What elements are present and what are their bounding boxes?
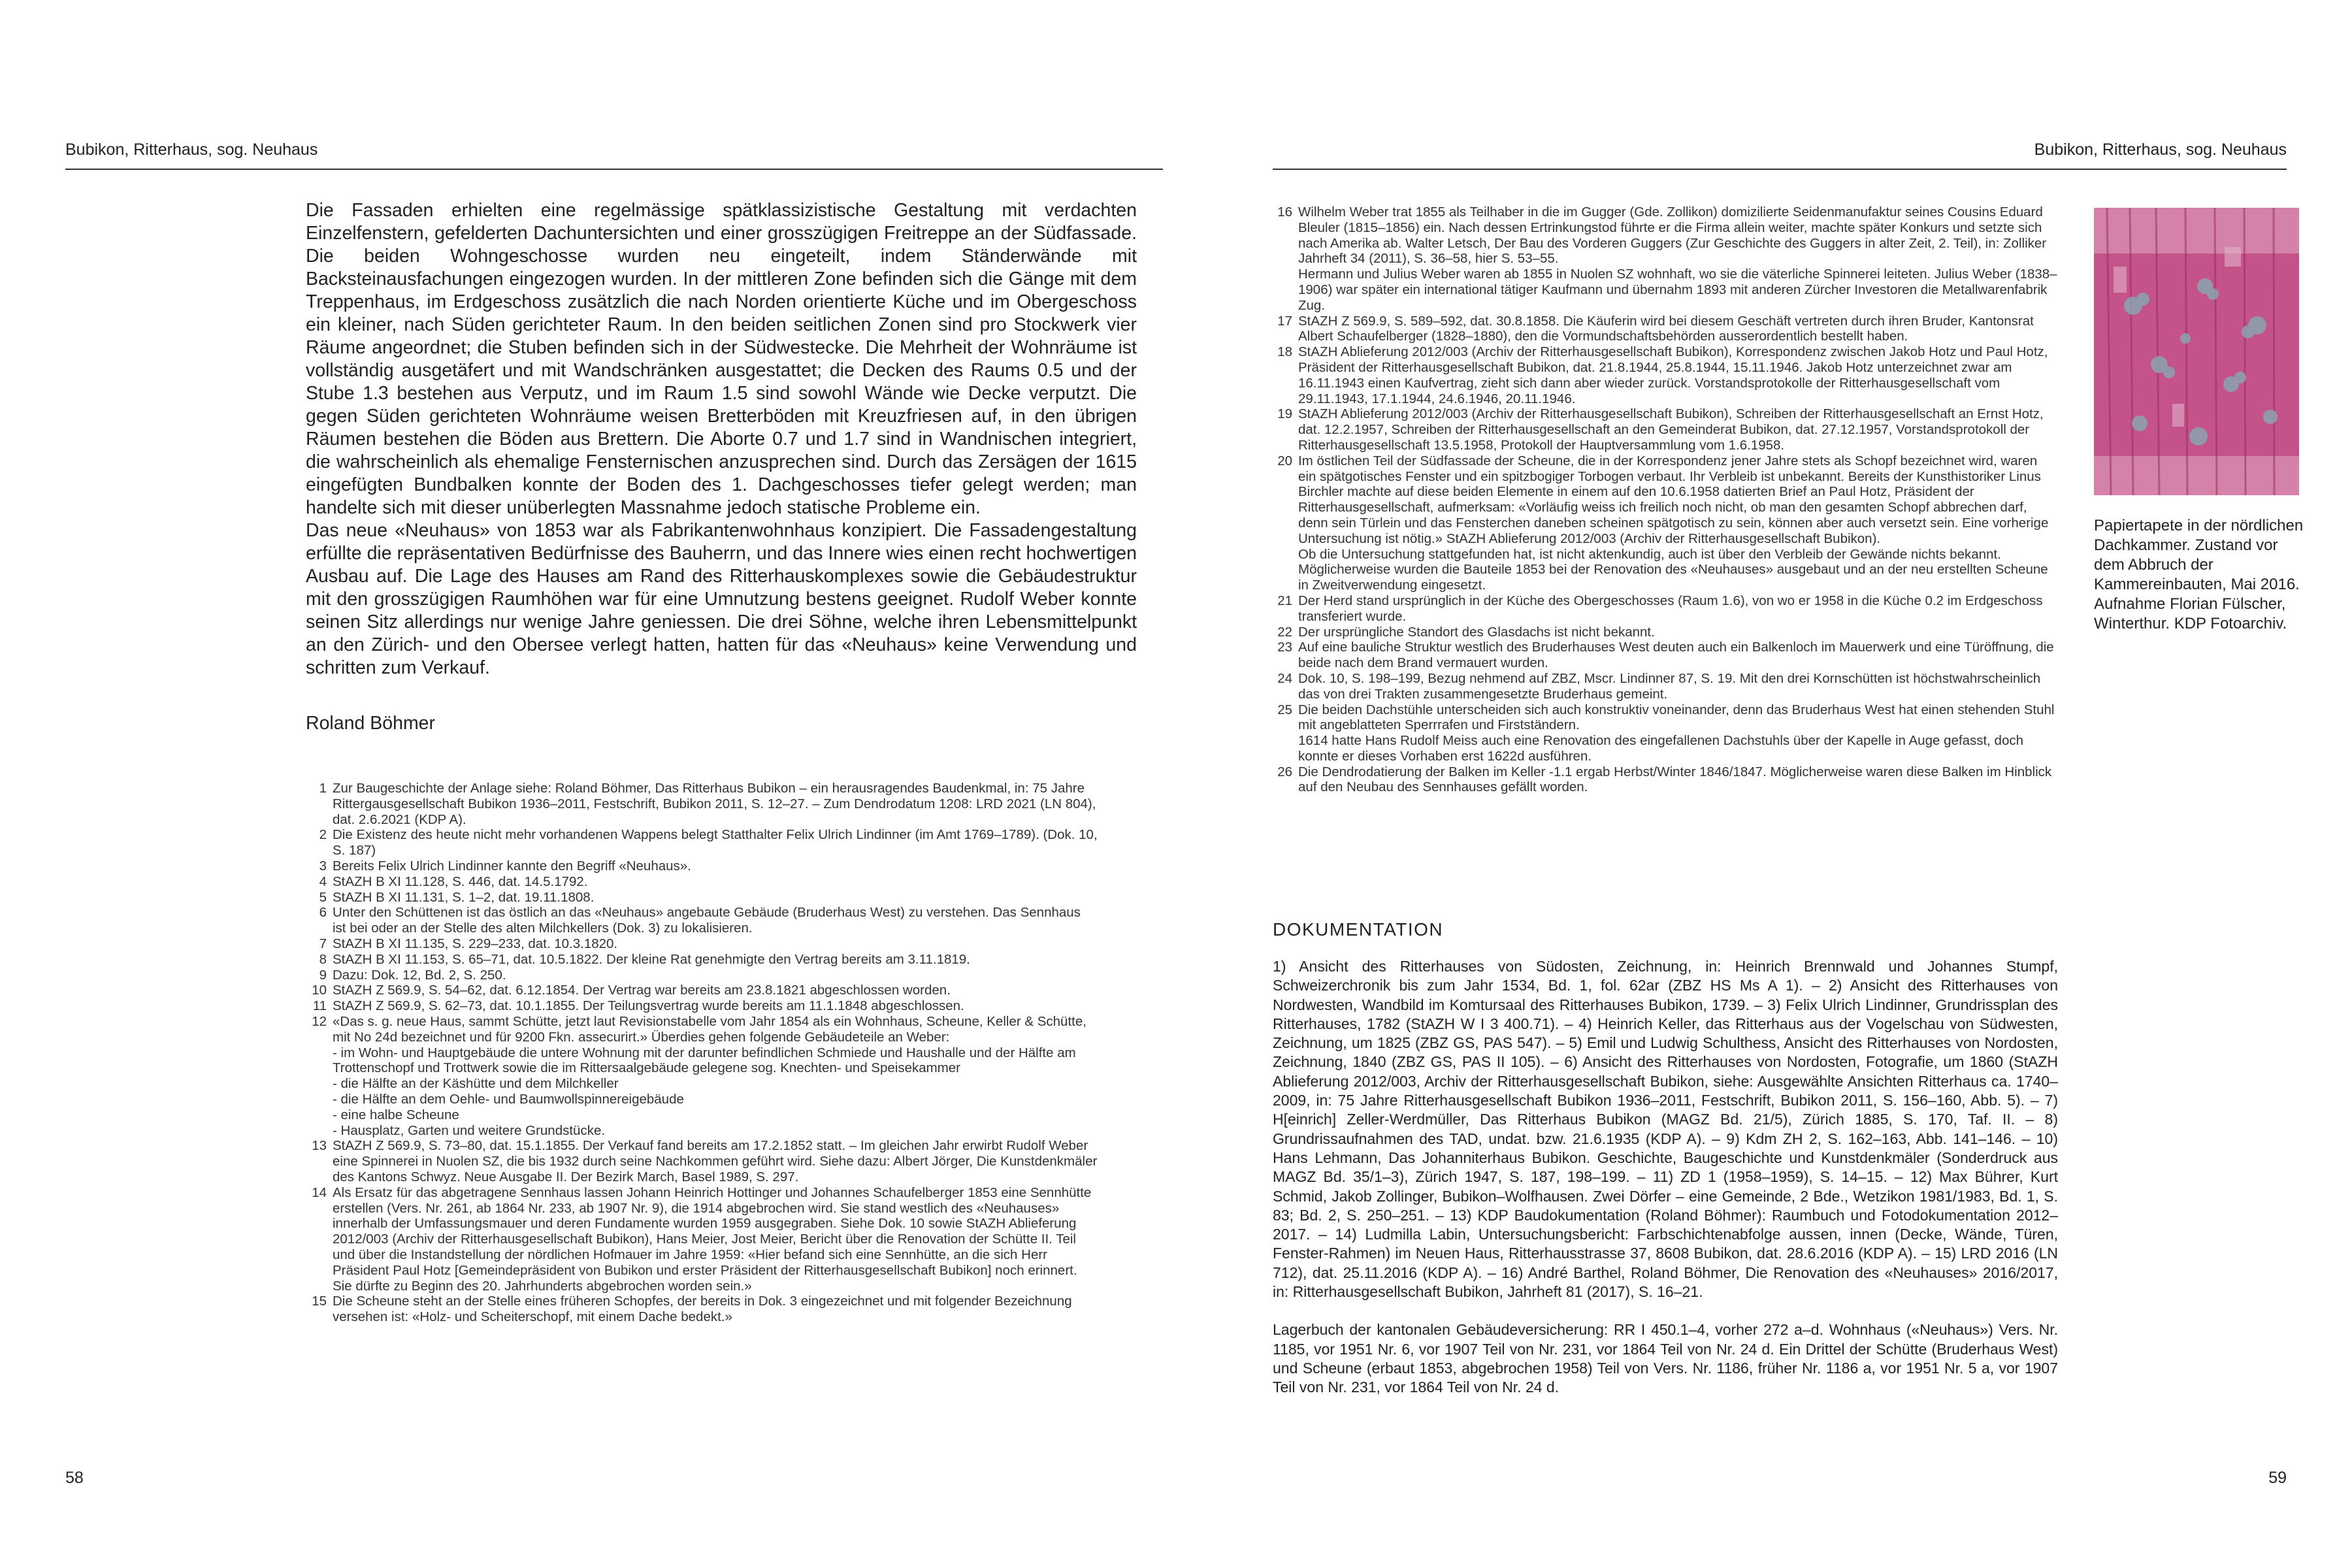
- footnote-number: 12: [312, 1013, 327, 1029]
- footnote-text: Unter den Schüttenen ist das östlich an das «Neuhaus» angebaute Gebäude (Bruderhaus West) zu verstehen. Das Sennhaus ist bei oder an der Stelle des alten Milchkellers (Dok. 3) zu lokalisieren.: [333, 905, 1081, 936]
- footnote-number: 11: [312, 998, 327, 1014]
- footnote: [1273, 640, 2058, 671]
- footnotes-left: [307, 781, 1098, 1325]
- footnote: [307, 827, 1098, 858]
- footnote-number: 17: [1277, 313, 1292, 329]
- footnote: [307, 998, 1098, 1014]
- page-number-left: 58: [65, 1469, 84, 1487]
- running-head-left: Bubikon, Ritterhaus, sog. Neuhaus: [65, 140, 318, 159]
- footnote-text: Wilhelm Weber trat 1855 als Teilhaber in die im Gugger (Gde. Zollikon) domizilierte Seidenmanufaktur seines Cousins Eduard Bleuler (1815–1856) ein. Nach dessen Ertrinkungstod führte er die Firma allein weiter, machte später Konkurs und setzte sich nach Amerika ab. Walter Letsch, Der Bau des Vorderen Guggers (Zur Geschichte des Guggers in alter Zeit, 2. Teil), in: Zolliker Jahrheft 34 (2011), S. 36–58, hier S. 53–55. Hermann und Julius Weber waren ab 1855 in Nuolen SZ wohnhaft, wo sie die väterliche Spinnerei leiteten. Julius Weber (1838–1906) war später ein international tätiger Kaufmann und übernahm 1893 mit anderen Zürcher Investoren die Metallwarenfabrik Zug.: [1298, 204, 2057, 313]
- footnote: [1273, 764, 2058, 796]
- author-signature: Roland Böhmer: [306, 713, 436, 734]
- footnote-text: StAZH Z 569.9, S. 73–80, dat. 15.1.1855. Der Verkauf fand bereits am 17.2.1852 statt. – Im gleichen Jahr erwirbt Rudolf Weber eine Spinnerei in Nuolen SZ, die bis 1932 durch seine Nachkommen geführt wird. Siehe dazu: Albert Jörger, Die Kunstdenkmäler des Kantons Schwyz. Neue Ausgabe II. Der Bezirk March, Basel 1989, S. 297.: [333, 1138, 1098, 1184]
- footnote-text: Zur Baugeschichte der Anlage siehe: Roland Böhmer, Das Ritterhaus Bubikon – ein herausragendes Baudenkmal, in: 75 Jahre Rittergausgesellschaft Bubikon 1936–2011, Festschrift, Bubikon 2011, S. 12–27. – Zum Dendrodatum 1208: LRD 2021 (LN 804), dat. 2.6.2021 (KDP A).: [333, 781, 1096, 827]
- footnote: [1273, 204, 2058, 314]
- footnote-number: 8: [319, 951, 327, 967]
- footnote: [307, 1014, 1098, 1138]
- footnote-text: StAZH Z 569.9, S. 62–73, dat. 10.1.1855. Der Teilungsvertrag wurde bereits am 11.1.1848 abgeschlossen.: [333, 998, 964, 1014]
- section-heading-dokumentation: DOKUMENTATION: [1273, 919, 1444, 939]
- footnote: [1273, 314, 2058, 345]
- footnote: [307, 1138, 1098, 1184]
- footnote: [307, 952, 1098, 968]
- footnote-number: 5: [319, 889, 327, 905]
- footnote-number: 6: [319, 905, 327, 921]
- footnote-text: StAZH Z 569.9, S. 54–62, dat. 6.12.1854. Der Vertrag war bereits am 23.8.1821 abgeschlossen worden.: [333, 983, 951, 998]
- wallpaper-photo: [2094, 208, 2299, 495]
- footnote: [1273, 625, 2058, 640]
- footnote-number: 15: [312, 1294, 327, 1309]
- footnote-text: Dazu: Dok. 12, Bd. 2, S. 250.: [333, 967, 506, 983]
- footnote: [307, 1294, 1098, 1325]
- footnote-number: 25: [1277, 702, 1292, 717]
- footnote-number: 2: [319, 827, 327, 843]
- footnote-text: Dok. 10, S. 198–199, Bezug nehmend auf ZBZ, Mscr. Lindinner 87, S. 19. Mit den drei Kornschütten ist höchstwahrscheinlich das von drei Trakten zusammengesetzte Bruderhaus gemeint.: [1298, 670, 2041, 702]
- footnote-number: 3: [319, 858, 327, 874]
- footnote-text: Der Herd stand ursprünglich in der Küche des Obergeschosses (Raum 1.6), von wo er 1958 in die Küche 0.2 im Erdgeschoss transferiert wurde.: [1298, 593, 2043, 624]
- footnote-text: Im östlichen Teil der Südfassade der Scheune, die in der Korrespondenz jener Jahre stets als Schopf bezeichnet wird, waren ein spätgotisches Fenster und ein spitzbogiger Torbogen verbaut. Ihr Verbleib ist unbekannt. Bereits der Kunsthistoriker Linus Birchler machte auf diese beiden Elemente in einem auf den 10.6.1958 datierten Brief an Paul Hotz, Präsident der Ritterhausgesellschaft, aufmerksam: «Vorläufig weiss ich freilich noch nicht, ob man den gesamten Schopf abbrechen darf, denn sein Türlein und das Fensterchen daneben scheinen spätgotisch zu sein, können aber auch versetzt sein. Eine vorherige Untersuchung ist nötig.» StAZH Ablieferung 2012/003 (Archiv der Ritterhausgesellschaft Bubikon). Ob die Untersuchung stattgefunden hat, ist nicht aktenkundig, auch ist über den Verbleib der Gewände nichts bekannt. Möglicherweise wurden die Bauteile 1853 bei der Renovation des «Neuhauses» ausgebaut und an der neu erstellten Scheune in Zweitverwendung eingesetzt.: [1298, 453, 2049, 593]
- header-rule-left: [65, 169, 1163, 170]
- header-rule-right: [1273, 169, 2287, 170]
- wallpaper-pattern-image: [2094, 208, 2299, 495]
- footnotes-right: [1273, 204, 2058, 795]
- footnote-number: 1: [319, 781, 327, 796]
- documentation-paragraph: 1) Ansicht des Ritterhauses von Südosten, Zeichnung, in: Heinrich Brennwald und Johannes Stumpf, Schweizerchronik bis zum Jahr 1534, Bd. 1, fol. 62ar (ZBZ HS Ms A 1). – 2) Ansicht des Ritterhauses von Nordwesten, Wandbild im Komtursaal des Ritterhauses Bubikon, 1739. – 3) Felix Ulrich Lindinner, Grundrissplan des Ritterhauses, 1782 (StAZH W I 3 400.71). – 4) Heinrich Keller, das Ritterhaus aus der Vogelschau von Südwesten, Zeichnung, um 1825 (ZBZ GS, PAS 547). – 5) Emil und Ludwig Schulthess, Ansicht des Ritterhauses von Nordosten, Zeichnung, 1840 (ZBZ GS, PAS II 105). – 6) Ansicht des Ritterhauses von Nordosten, Fotografie, um 1860 (StAZH Ablieferung 2012/003, Archiv der Ritterhausgesellschaft Bubikon, siehe: Ausgewählte Ansichten Ritterhaus ca. 1740–2009, in: 75 Jahre Ritterhausgesellschaft Bubikon 1936–2011, Festschrift, Bubikon 2011, S. 156–160, Abb. 5). – 7) H[einrich] Zeller-Werdmüller, Das Ritterhaus Bubikon (MAGZ Bd. 21/5), Zürich 1885, S. 170, Taf. II. – 8) Grundrissaufnahmen des TAD, undat. bzw. 21.6.1935 (KDP A). – 9) Kdm ZH 2, S. 162–163, Abb. 141–146. – 10) Hans Lehmann, Das Johanniterhaus Bubikon. Geschichte, Baugeschichte und Kunstdenkmäler (Sonderdruck aus MAGZ Bd. 35/1–3), Zürich 1947, S. 187, 198–199. – 11) ZD 1 (1958–1959), S. 14–15. – 12) Max Bührer, Kurt Schmid, Jakob Zollinger, Bubikon–Wolfhausen. Zwei Dörfer – eine Gemeinde, 2 Bde., Wetzikon 1981/1983, Bd. 1, S. 83; Bd. 2, S. 250–251. – 13) KDP Baudokumentation (Roland Böhmer): Raumbuch und Fotodokumentation 2012–2017. – 14) Ludmilla Labin, Untersuchungsbericht: Farbschichtenabfolge aussen, innen (Decke, Wände, Türen, Fenster-Rahmen) im Neuen Haus, Ritterhausstrasse 37, 8608 Bubikon, dat. 28.6.2016 (KDP A). – 15) LRD 2016 (LN 712), dat. 25.11.2016 (KDP A). – 16) André Barthel, Roland Böhmer, Die Renovation des «Neuhauses» 2016/2017, in: Ritterhausgesellschaft Bubikon, Jahrheft 81 (2017), S. 16–21.: [1273, 958, 2058, 1301]
- footnote-number: 23: [1277, 640, 1292, 655]
- footnote-text: Als Ersatz für das abgetragene Sennhaus lassen Johann Heinrich Hottinger und Johannes Schaufelberger 1853 eine Sennhütte erstellen (Vers. Nr. 261, ab 1864 Nr. 233, ab 1907 Nr. 9), die 1914 abgebrochen wird. Sie stand westlich des «Neuhauses» innerhalb der Umfassungsmauer und deren Fundamente wurden 1959 ausgegraben. Siehe Dok. 10 sowie StAZH Ablieferung 2012/003 (Archiv der Ritterhausgesellschaft Bubikon), Hans Meier, Jost Meier, Bericht über die Renovation der Schütte II. Teil und über die Instandstellung der nördlichen Hofmauer im Jahre 1959: «Hier befand sich eine Sennhütte, an die sich Herr Präsident Paul Hotz [Gemeindepräsident von Bubikon und erster Präsident der Ritterhausgesellschaft Bubikon] noch erinnert. Sie dürfte zu Beginn des 20. Jahrhunderts abgebrochen worden sein.»: [333, 1184, 1092, 1294]
- footnote-text: StAZH Ablieferung 2012/003 (Archiv der Ritterhausgesellschaft Bubikon), Schreiben der Ritterhausgesellschaft an Ernst Hotz, dat. 12.2.1957, Schreiben der Ritterhausgesellschaft an den Gemeinderat Bubikon, dat. 27.12.1957, Vorstandsprotokoll der Ritterhausgesellschaft 13.5.1958, Protokoll der Hauptversammlung vom 1.6.1958.: [1298, 406, 2044, 453]
- footnote-text: Der ursprüngliche Standort des Glasdachs ist nicht bekannt.: [1298, 624, 1655, 640]
- body-paragraph: Das neue «Neuhaus» von 1853 war als Fabrikantenwohnhaus konzipiert. Die Fassadengestaltung erfüllte die repräsentativen Bedürfnisse des Bauherrn, und das Innere wies einen recht hochwertigen Ausbau auf. Die Lage des Hauses am Rand des Ritterhauskomplexes sowie die Gebäudestruktur mit den grosszügigen Raumhöhen war für eine Umnutzung bestens geeignet. Rudolf Weber konnte seinen Sitz allerdings nur wenige Jahre geniessen. Die drei Söhne, welche ihren Lebensmittelpunkt an den Zürich- und den Obersee verlegt hatten, hatten für das «Neuhaus» keine Verwendung und schritten zum Verkauf.: [306, 520, 1137, 678]
- footnote-text: StAZH B XI 11.128, S. 446, dat. 14.5.1792.: [333, 874, 588, 889]
- footnote-text: StAZH B XI 11.135, S. 229–233, dat. 10.3.1820.: [333, 936, 618, 951]
- footnote-number: 18: [1277, 344, 1292, 360]
- footnote-number: 14: [312, 1184, 327, 1200]
- footnote-text: StAZH Ablieferung 2012/003 (Archiv der Ritterhausgesellschaft Bubikon), Korrespondenz zwischen Jakob Hotz und Paul Hotz, Präsident der Ritterhausgesellschaft Bubikon, dat. 21.8.1944, 25.8.1944, 15.11.1946. Jakob Hotz unterzeichnet zwar am 16.11.1943 einen Kaufvertrag, zieht sich dann aber wieder zurück. Vorstandsprotokolle der Ritterhausgesellschaft vom 29.11.1943, 17.1.1944, 24.6.1946, 20.11.1946.: [1298, 344, 2048, 406]
- footnote-number: 26: [1277, 764, 1292, 779]
- footnote: [1273, 671, 2058, 702]
- footnote: [1273, 593, 2058, 625]
- footnote: [307, 983, 1098, 998]
- footnote-number: 19: [1277, 406, 1292, 422]
- main-text: [306, 199, 1137, 679]
- footnote: [307, 968, 1098, 983]
- footnote-text: Die Existenz des heute nicht mehr vorhandenen Wappens belegt Statthalter Felix Ulrich Lindinner (im Amt 1769–1789). (Dok. 10, S. 187): [333, 827, 1098, 858]
- footnote-text: StAZH Z 569.9, S. 589–592, dat. 30.8.1858. Die Käuferin wird bei diesem Geschäft vertreten durch ihren Bruder, Kantonsrat Albert Schaufelberger (1828–1880), den die Vormundschaftsbehörden ausserordentlich bestellt haben.: [1298, 313, 2034, 344]
- footnote-text: StAZH B XI 11.153, S. 65–71, dat. 10.5.1822. Der kleine Rat genehmigte den Vertrag bereits am 3.11.1819.: [333, 951, 970, 967]
- footnote-number: 20: [1277, 453, 1292, 468]
- footnote-number: 7: [319, 936, 327, 951]
- page-number-right: 59: [2268, 1469, 2287, 1487]
- footnote-number: 4: [319, 874, 327, 889]
- footnote: [1273, 344, 2058, 406]
- footnote: [1273, 453, 2058, 593]
- footnote-text: Bereits Felix Ulrich Lindinner kannte den Begriff «Neuhaus».: [333, 858, 691, 874]
- footnote: [307, 905, 1098, 936]
- footnote-number: 13: [312, 1138, 327, 1154]
- running-head-right: Bubikon, Ritterhaus, sog. Neuhaus: [2034, 140, 2287, 159]
- footnote: [1273, 406, 2058, 453]
- photo-caption: Papiertapete in der nördlichen Dachkammer. Zustand vor dem Abbruch der Kammereinbauten, Mai 2016. Aufnahme Florian Fülscher, Winterthur. KDP Fotoarchiv.: [2094, 517, 2304, 632]
- footnote: [1273, 702, 2058, 764]
- footnote: [307, 936, 1098, 952]
- footnote: [307, 781, 1098, 827]
- footnote: [307, 1185, 1098, 1294]
- documentation-paragraph: Lagerbuch der kantonalen Gebäudeversicherung: RR I 450.1–4, vorher 272 a–d. Wohnhaus («Neuhaus») Vers. Nr. 1185, vor 1951 Nr. 6, vor 1907 Teil von Nr. 231, vor 1864 Teil von Nr. 24 d. Ein Drittel der Schütte (Bruderhaus West) und Scheune (erbaut 1853, abgebrochen 1958) Teil von Vers. Nr. 1186, früher Nr. 1186 a, vor 1951 Nr. 5 a, vor 1907 Teil von Nr. 231, vor 1864 Teil von Nr. 24 d.: [1273, 1321, 2058, 1396]
- footnote-number: 10: [312, 983, 327, 998]
- footnote-text: Die beiden Dachstühle unterscheiden sich auch konstruktiv voneinander, denn das Bruderhaus West hat einen stehenden Stuhl mit angeblatteten Sperrrafen und Firstständern. 1614 hatte Hans Rudolf Meiss auch eine Renovation des eingefallenen Dachstuhls über der Kapelle in Auge gefasst, doch konnte er dieses Vorhaben erst 1622d ausführen.: [1298, 702, 2055, 764]
- footnote-text: «Das s. g. neue Haus, sammt Schütte, jetzt laut Revisionstabelle vom Jahr 1854 als ein Wohnhaus, Scheune, Keller & Schütte, mit No 24d bezeichnet und für 9200 Fkn. assecurirt.» Überdies gehen folgende Gebäudeteile an Weber: - im Wohn- und Hauptgebäude die untere Wohnung mit der darunter befindlichen Schmiede und Haushalle und der Hälfte am Trottenschopf und Trottwerk sowie die im Rittersaalgebäude gelegene sog. Knechten- und Speisekammer - die Hälfte an der Käshütte und dem Milchkeller - die Hälfte an dem Oehle- und Baumwollspinnereigebäude - eine halbe Scheune - Hausplatz, Garten und weitere Grundstücke.: [333, 1013, 1086, 1138]
- footnote-number: 21: [1277, 593, 1292, 608]
- footnote-text: Die Scheune steht an der Stelle eines früheren Schopfes, der bereits in Dok. 3 eingezeichnet und mit folgender Bezeichnung versehen ist: «Holz- und Scheiterschopf, mit einem Dache bedekt.»: [333, 1294, 1072, 1325]
- footnote-number: 24: [1277, 670, 1292, 686]
- footnote: [307, 858, 1098, 874]
- footnote: [307, 874, 1098, 890]
- footnote-number: 16: [1277, 204, 1292, 220]
- footnote: [307, 890, 1098, 906]
- documentation-text: [1273, 957, 2058, 1397]
- footnote-text: StAZH B XI 11.131, S. 1–2, dat. 19.11.1808.: [333, 889, 595, 905]
- footnote-text: Auf eine bauliche Struktur westlich des Bruderhauses West deuten auch ein Balkenloch im Mauerwerk und eine Türöffnung, die beide nach dem Brand vermauert wurden.: [1298, 640, 2054, 671]
- footnote-number: 9: [319, 967, 327, 983]
- footnote-text: Die Dendrodatierung der Balken im Keller -1.1 ergab Herbst/Winter 1846/1847. Möglicherweise waren diese Balken im Hinblick auf den Neubau des Sennhauses gefällt worden.: [1298, 764, 2052, 795]
- footnote-number: 22: [1277, 624, 1292, 640]
- body-paragraph: Die Fassaden erhielten eine regelmässige spätklassizistische Gestaltung mit verdachten Einzelfenstern, gefelderten Dachuntersichten und einer grosszügigen Freitreppe an der Südfassade. Die beiden Wohngeschosse wurden neu eingeteilt, indem Ständerwände mit Backsteinausfachungen eingezogen wurden. In der mittleren Zone befinden sich die Gänge mit dem Treppenhaus, im Erdgeschoss zusätzlich die nach Norden orientierte Küche und im Obergeschoss ein kleiner, nach Süden gerichteter Raum. In den beiden seitlichen Zonen sind pro Stockwerk vier Räume angeordnet; die Stuben befinden sich in der Südwestecke. Die Mehrheit der Wohnräume ist vollständig ausgetäfert und mit Wandschränken ausgestattet; die Decken des Raums 0.5 und der Stube 1.3 bestehen aus Verputz, und im Raum 1.5 sind sowohl Wände wie Decke verputzt. Die gegen Süden gerichteten Wohnräume weisen Bretterböden mit Kreuzfriesen auf, in den übrigen Räumen bestehen die Böden aus Brettern. Die Aborte 0.7 und 1.7 sind in Wandnischen integriert, die wahrscheinlich als ehemalige Fensternischen anzusprechen sind. Durch das Zersägen der 1615 eingefügten Bundbalken konnte der Boden des 1. Dachgeschosses tiefer gelegt werden; man handelte sich mit dieser unüberlegten Massnahme jedoch statische Probleme ein.: [306, 200, 1137, 518]
